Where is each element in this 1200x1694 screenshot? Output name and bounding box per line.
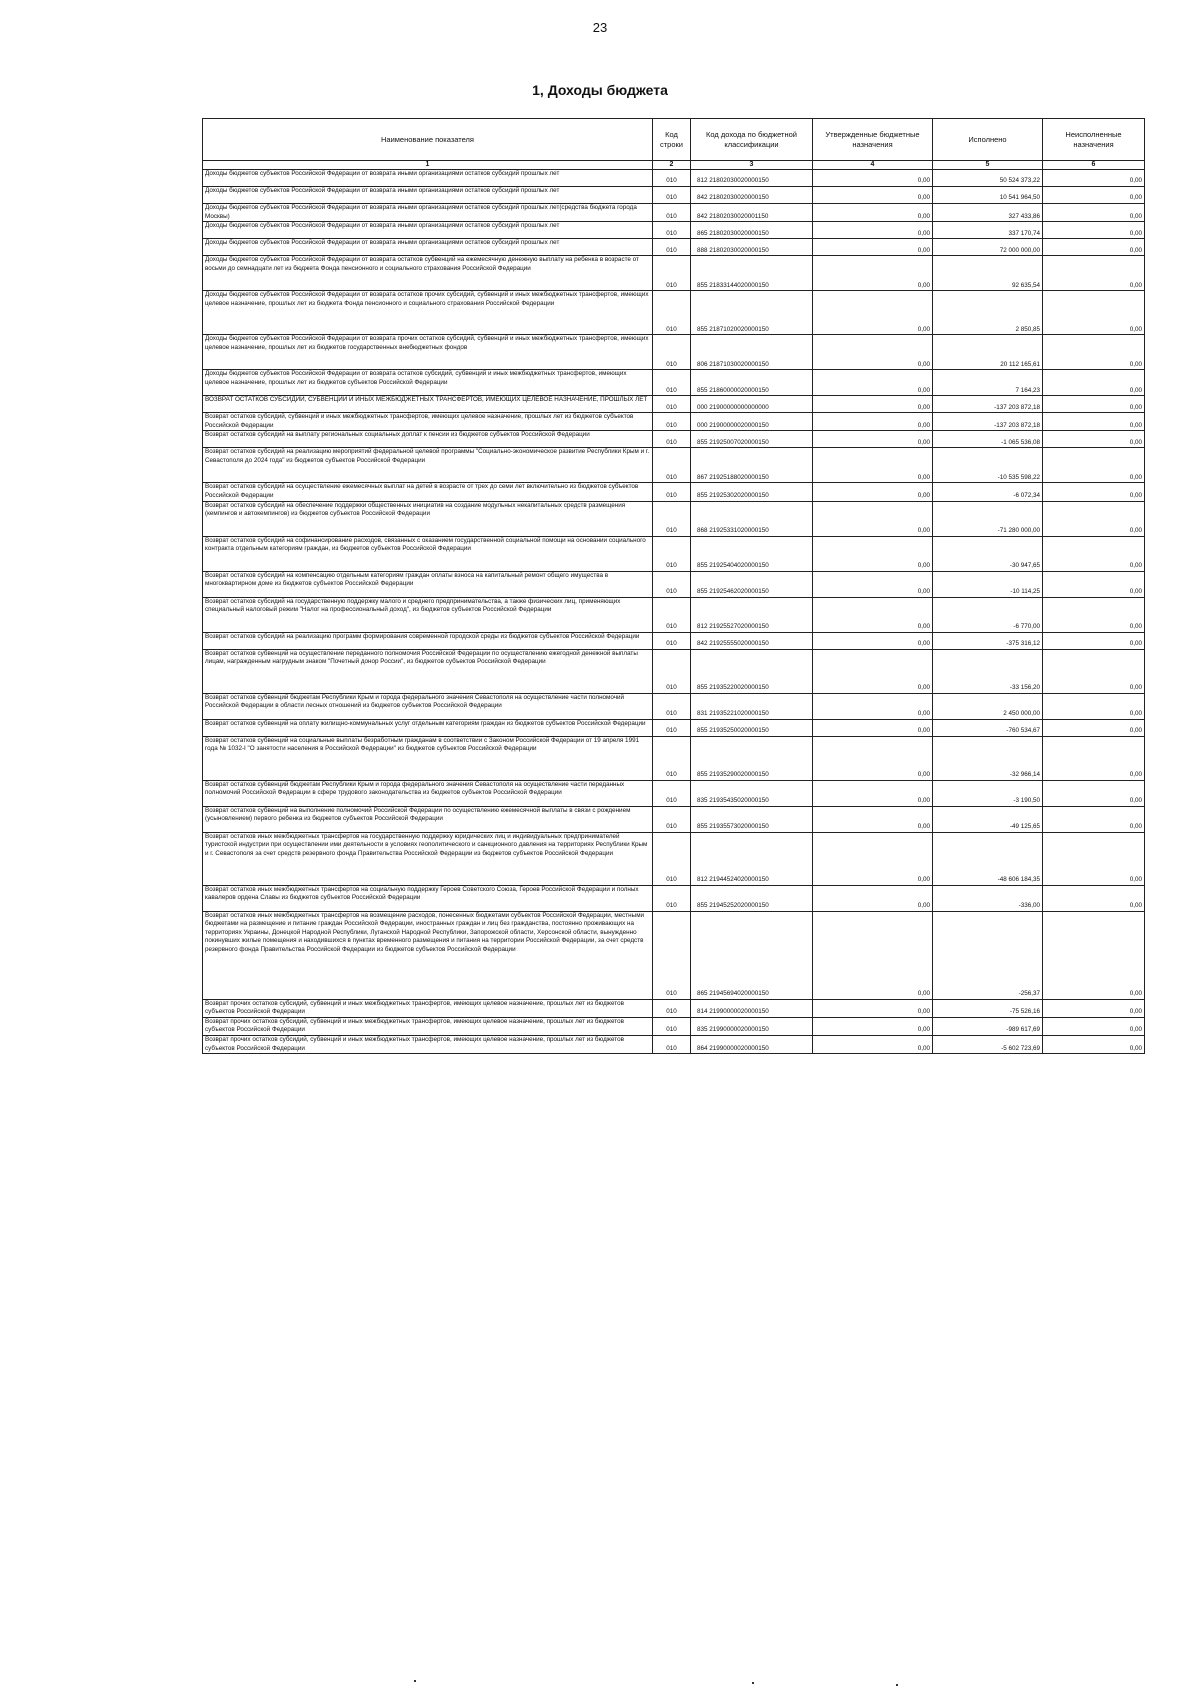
row-line-code: 010	[653, 187, 691, 204]
row-line-code: 010	[653, 719, 691, 736]
row-approved-amount: 0,00	[813, 335, 933, 370]
row-executed-amount: -71 280 000,00	[933, 501, 1043, 536]
row-executed-amount: 2 450 000,00	[933, 693, 1043, 719]
row-indicator-name: Возврат остатков субсидий на осуществление ежемесячных выплат на детей в возрасте от трех до семи лет включительно из бюджетов субъектов Российской Федерации	[203, 483, 653, 501]
header-executed: Исполнено	[933, 119, 1043, 161]
row-executed-amount: -10 535 598,22	[933, 448, 1043, 483]
row-indicator-name: Возврат остатков субсидий на реализацию мероприятий федеральной целевой программы "Социально-экономическое развитие Республики Крым и г. Севастополя до 2024 года" из бюджетов субъектов Российской Федерации	[203, 448, 653, 483]
table-row	[203, 222, 1145, 239]
row-indicator-name: Доходы бюджетов субъектов Российской Федерации от возврата остатков прочих субсидий, субвенций и иных межбюджетных трансфертов, имеющих целевое назначение, прошлых лет из бюджета Фонда пенсионного и социального страхования Российской Федерации	[203, 291, 653, 335]
row-revenue-code: 855 21925404020000150	[691, 536, 813, 571]
row-approved-amount: 0,00	[813, 649, 933, 693]
table-row	[203, 291, 1145, 335]
row-line-code: 010	[653, 222, 691, 239]
row-revenue-code: 864 21990000020000150	[691, 1035, 813, 1053]
row-approved-amount: 0,00	[813, 187, 933, 204]
table-row	[203, 256, 1145, 291]
row-indicator-name: Доходы бюджетов субъектов Российской Федерации от возврата иными организациями остатков субсидий прошлых лет(средства бюджета города Москвы)	[203, 204, 653, 222]
row-indicator-name: Возврат остатков субсидий на государственную поддержку малого и среднего предпринимательства, а также физических лиц, применяющих специальный налоговый режим "Налог на профессиональный доход", из бюджетов субъектов Российской Федерации	[203, 597, 653, 632]
row-revenue-code: 855 21833144020000150	[691, 256, 813, 291]
row-line-code: 010	[653, 571, 691, 597]
row-unexecuted-amount: 0,00	[1043, 204, 1145, 222]
row-approved-amount: 0,00	[813, 571, 933, 597]
table-row	[203, 911, 1145, 999]
row-unexecuted-amount: 0,00	[1043, 806, 1145, 832]
row-revenue-code: 855 21860000020000150	[691, 370, 813, 396]
header-line-code: Код строки	[653, 119, 691, 161]
row-revenue-code: 855 21925302020000150	[691, 483, 813, 501]
row-unexecuted-amount: 0,00	[1043, 1035, 1145, 1053]
row-revenue-code: 855 21925007020000150	[691, 431, 813, 448]
row-indicator-name: Доходы бюджетов субъектов Российской Федерации от возврата остатков субсидий, субвенций и иных межбюджетных трансфертов, имеющих целевое назначение, прошлых лет из бюджетов субъектов Российской Федерации	[203, 370, 653, 396]
row-unexecuted-amount: 0,00	[1043, 187, 1145, 204]
table-row	[203, 736, 1145, 780]
row-revenue-code: 865 21945694020000150	[691, 911, 813, 999]
row-unexecuted-amount: 0,00	[1043, 413, 1145, 431]
table-row	[203, 239, 1145, 256]
row-revenue-code: 855 21935250020000150	[691, 719, 813, 736]
row-indicator-name: Возврат остатков субвенций на социальные выплаты безработным гражданам в соответствии с Законом Российской Федерации от 19 апреля 1991 года № 1032-I "О занятости населения в Российской Федерации" из бюджетов субъектов Российской Федерации	[203, 736, 653, 780]
row-line-code: 010	[653, 501, 691, 536]
table-row	[203, 448, 1145, 483]
row-line-code: 010	[653, 649, 691, 693]
row-indicator-name: Доходы бюджетов субъектов Российской Федерации от возврата остатков субвенций на ежемесячную денежную выплату на ребенка в возрасте от восьми до семнадцати лет из бюджета Фонда пенсионного и социального страхования Российской Федерации	[203, 256, 653, 291]
row-approved-amount: 0,00	[813, 780, 933, 806]
column-number-row	[203, 161, 1145, 170]
row-approved-amount: 0,00	[813, 536, 933, 571]
row-revenue-code: 855 21945252020000150	[691, 885, 813, 911]
scan-speck	[414, 1680, 416, 1682]
row-unexecuted-amount: 0,00	[1043, 911, 1145, 999]
row-line-code: 010	[653, 1017, 691, 1035]
row-line-code: 010	[653, 911, 691, 999]
column-number: 2	[653, 161, 691, 170]
row-executed-amount: 337 170,74	[933, 222, 1043, 239]
row-approved-amount: 0,00	[813, 170, 933, 187]
row-approved-amount: 0,00	[813, 431, 933, 448]
row-unexecuted-amount: 0,00	[1043, 335, 1145, 370]
row-executed-amount: -33 156,20	[933, 649, 1043, 693]
row-unexecuted-amount: 0,00	[1043, 483, 1145, 501]
scan-speck	[896, 1684, 898, 1686]
row-unexecuted-amount: 0,00	[1043, 597, 1145, 632]
row-indicator-name: Возврат остатков субсидий, субвенций и иных межбюджетных трансфертов, имеющих целевое назначение, прошлых лет из бюджетов субъектов Российской Федерации	[203, 413, 653, 431]
column-number: 1	[203, 161, 653, 170]
row-revenue-code: 812 21925527020000150	[691, 597, 813, 632]
table-row	[203, 571, 1145, 597]
row-approved-amount: 0,00	[813, 448, 933, 483]
row-indicator-name: Доходы бюджетов субъектов Российской Федерации от возврата иными организациями остатков субсидий прошлых лет	[203, 170, 653, 187]
row-approved-amount: 0,00	[813, 832, 933, 885]
row-unexecuted-amount: 0,00	[1043, 396, 1145, 413]
row-line-code: 010	[653, 536, 691, 571]
table-row	[203, 693, 1145, 719]
row-executed-amount: 10 541 964,50	[933, 187, 1043, 204]
row-line-code: 010	[653, 780, 691, 806]
row-executed-amount: -49 125,65	[933, 806, 1043, 832]
row-executed-amount: -30 947,65	[933, 536, 1043, 571]
row-indicator-name: Возврат остатков субсидий на выплату региональных социальных доплат к пенсии из бюджетов субъектов Российской Федерации	[203, 431, 653, 448]
row-executed-amount: 7 164,23	[933, 370, 1043, 396]
row-revenue-code: 835 21990000020000150	[691, 1017, 813, 1035]
row-executed-amount: -6 770,00	[933, 597, 1043, 632]
row-executed-amount: -6 072,34	[933, 483, 1043, 501]
table-row	[203, 431, 1145, 448]
row-approved-amount: 0,00	[813, 291, 933, 335]
table-row	[203, 1017, 1145, 1035]
row-unexecuted-amount: 0,00	[1043, 780, 1145, 806]
table-row	[203, 396, 1145, 413]
row-indicator-name: Возврат прочих остатков субсидий, субвенций и иных межбюджетных трансфертов, имеющих целевое назначение, прошлых лет из бюджетов субъектов Российской Федерации	[203, 999, 653, 1017]
row-unexecuted-amount: 0,00	[1043, 536, 1145, 571]
row-executed-amount: -10 114,25	[933, 571, 1043, 597]
header-unexecuted: Неисполненные назначения	[1043, 119, 1145, 161]
row-line-code: 010	[653, 483, 691, 501]
row-approved-amount: 0,00	[813, 239, 933, 256]
row-unexecuted-amount: 0,00	[1043, 370, 1145, 396]
row-revenue-code: 855 21935290020000150	[691, 736, 813, 780]
row-approved-amount: 0,00	[813, 719, 933, 736]
row-line-code: 010	[653, 396, 691, 413]
row-line-code: 010	[653, 431, 691, 448]
table-row	[203, 780, 1145, 806]
row-unexecuted-amount: 0,00	[1043, 736, 1145, 780]
row-indicator-name: Доходы бюджетов субъектов Российской Федерации от возврата прочих остатков субсидий, субвенций и иных межбюджетных трансфертов, имеющих целевое назначение, прошлых лет из бюджетов государственных внебюджетных фондов	[203, 335, 653, 370]
row-indicator-name: ВОЗВРАТ ОСТАТКОВ СУБСИДИЙ, СУБВЕНЦИЙ И ИНЫХ МЕЖБЮДЖЕТНЫХ ТРАНСФЕРТОВ, ИМЕЮЩИХ ЦЕЛЕВОЕ НАЗНАЧЕНИЕ, ПРОШЛЫХ ЛЕТ	[203, 396, 653, 413]
table-body	[203, 170, 1145, 1054]
table-row	[203, 187, 1145, 204]
row-indicator-name: Возврат остатков субвенций на оплату жилищно-коммунальных услуг отдельным категориям граждан из бюджетов субъектов Российской Федерации	[203, 719, 653, 736]
row-executed-amount: 72 000 000,00	[933, 239, 1043, 256]
row-line-code: 010	[653, 736, 691, 780]
table-row	[203, 597, 1145, 632]
row-revenue-code: 865 21802030020000150	[691, 222, 813, 239]
row-approved-amount: 0,00	[813, 413, 933, 431]
row-indicator-name: Доходы бюджетов субъектов Российской Федерации от возврата иными организациями остатков субсидий прошлых лет	[203, 222, 653, 239]
row-executed-amount: -75 526,16	[933, 999, 1043, 1017]
row-approved-amount: 0,00	[813, 204, 933, 222]
row-indicator-name: Возврат остатков иных межбюджетных трансфертов на государственную поддержку юридических лиц и индивидуальных предпринимателей туристской индустрии при осуществлении ими деятельности в условиях геополитического и санкционного давления на территориях Республики Крым и г. Севастополя за счет средств резервного фонда Правительства Российской Федерации из бюджетов субъектов Российской Федерации	[203, 832, 653, 885]
row-revenue-code: 888 21802030020000150	[691, 239, 813, 256]
row-unexecuted-amount: 0,00	[1043, 999, 1145, 1017]
row-line-code: 010	[653, 170, 691, 187]
table-row	[203, 335, 1145, 370]
column-number: 3	[691, 161, 813, 170]
row-unexecuted-amount: 0,00	[1043, 170, 1145, 187]
row-unexecuted-amount: 0,00	[1043, 571, 1145, 597]
row-approved-amount: 0,00	[813, 999, 933, 1017]
row-unexecuted-amount: 0,00	[1043, 222, 1145, 239]
row-revenue-code: 855 21935220020000150	[691, 649, 813, 693]
table-row	[203, 719, 1145, 736]
row-line-code: 010	[653, 448, 691, 483]
row-revenue-code: 868 21925331020000150	[691, 501, 813, 536]
row-executed-amount: -256,37	[933, 911, 1043, 999]
row-approved-amount: 0,00	[813, 806, 933, 832]
header-indicator-name: Наименование показателя	[203, 119, 653, 161]
row-executed-amount: 327 433,86	[933, 204, 1043, 222]
table-row	[203, 806, 1145, 832]
row-indicator-name: Доходы бюджетов субъектов Российской Федерации от возврата иными организациями остатков субсидий прошлых лет	[203, 239, 653, 256]
row-revenue-code: 806 21871030020000150	[691, 335, 813, 370]
column-number: 6	[1043, 161, 1145, 170]
row-revenue-code: 855 21935573020000150	[691, 806, 813, 832]
row-revenue-code: 814 21990000020000150	[691, 999, 813, 1017]
row-approved-amount: 0,00	[813, 911, 933, 999]
row-approved-amount: 0,00	[813, 693, 933, 719]
table-row	[203, 649, 1145, 693]
row-revenue-code: 867 21925188020000150	[691, 448, 813, 483]
row-line-code: 010	[653, 335, 691, 370]
table-row	[203, 413, 1145, 431]
row-executed-amount: -989 617,69	[933, 1017, 1043, 1035]
row-line-code: 010	[653, 256, 691, 291]
table-row	[203, 999, 1145, 1017]
row-revenue-code: 842 21925555020000150	[691, 632, 813, 649]
row-revenue-code: 000 21900000000000000	[691, 396, 813, 413]
row-executed-amount: -5 602 723,69	[933, 1035, 1043, 1053]
row-unexecuted-amount: 0,00	[1043, 719, 1145, 736]
row-indicator-name: Возврат остатков субсидий на реализацию программ формирования современной городской среды из бюджетов субъектов Российской Федерации	[203, 632, 653, 649]
budget-revenue-table	[202, 118, 1145, 1054]
row-revenue-code: 000 21900000020000150	[691, 413, 813, 431]
row-revenue-code: 842 21802030020000150	[691, 187, 813, 204]
row-approved-amount: 0,00	[813, 501, 933, 536]
row-line-code: 010	[653, 239, 691, 256]
row-executed-amount: -48 606 184,35	[933, 832, 1043, 885]
row-approved-amount: 0,00	[813, 396, 933, 413]
row-line-code: 010	[653, 632, 691, 649]
row-unexecuted-amount: 0,00	[1043, 501, 1145, 536]
table-row	[203, 536, 1145, 571]
row-line-code: 010	[653, 204, 691, 222]
row-executed-amount: -336,00	[933, 885, 1043, 911]
row-revenue-code: 855 21871020020000150	[691, 291, 813, 335]
row-approved-amount: 0,00	[813, 222, 933, 239]
row-indicator-name: Возврат остатков субвенций бюджетам Республики Крым и города федерального значения Севастополя на осуществление части переданных полномочий Российской Федерации в сфере трудового законодательства из бюджетов субъектов Российской Федерации	[203, 780, 653, 806]
row-unexecuted-amount: 0,00	[1043, 448, 1145, 483]
row-executed-amount: -137 203 872,18	[933, 413, 1043, 431]
row-indicator-name: Возврат остатков субсидий на компенсацию отдельным категориям граждан оплаты взноса на капитальный ремонт общего имущества в многоквартирном доме из бюджетов субъектов Российской Федерации	[203, 571, 653, 597]
row-line-code: 010	[653, 1035, 691, 1053]
row-revenue-code: 842 21802030020001150	[691, 204, 813, 222]
row-line-code: 010	[653, 413, 691, 431]
document-title: 1, Доходы бюджета	[532, 82, 668, 98]
row-line-code: 010	[653, 999, 691, 1017]
row-indicator-name: Возврат прочих остатков субсидий, субвенций и иных межбюджетных трансфертов, имеющих целевое назначение, прошлых лет из бюджетов субъектов Российской Федерации	[203, 1035, 653, 1053]
row-revenue-code: 812 21802030020000150	[691, 170, 813, 187]
row-approved-amount: 0,00	[813, 1035, 933, 1053]
row-approved-amount: 0,00	[813, 632, 933, 649]
table-row	[203, 832, 1145, 885]
row-indicator-name: Возврат остатков субвенций на осуществление переданного полномочия Российской Федерации по осуществлению ежегодной денежной выплаты лицам, награжденным нагрудным знаком "Почетный донор России", из бюджетов субъектов Российской Федерации	[203, 649, 653, 693]
page-number: 23	[592, 20, 608, 35]
row-executed-amount: -3 190,50	[933, 780, 1043, 806]
row-approved-amount: 0,00	[813, 1017, 933, 1035]
row-line-code: 010	[653, 832, 691, 885]
row-approved-amount: 0,00	[813, 885, 933, 911]
row-executed-amount: -760 534,67	[933, 719, 1043, 736]
column-number: 4	[813, 161, 933, 170]
row-unexecuted-amount: 0,00	[1043, 239, 1145, 256]
row-executed-amount: -137 203 872,18	[933, 396, 1043, 413]
row-approved-amount: 0,00	[813, 483, 933, 501]
table-row	[203, 483, 1145, 501]
row-approved-amount: 0,00	[813, 256, 933, 291]
row-line-code: 010	[653, 370, 691, 396]
row-indicator-name: Возврат остатков субвенций бюджетам Республики Крым и города федерального значения Севастополя на осуществление части полномочий Российской Федерации в области лесных отношений из бюджетов субъектов Российской Федерации	[203, 693, 653, 719]
row-indicator-name: Возврат остатков субсидий на обеспечение поддержки общественных инициатив на создание модульных некапитальных средств размещения (кемпингов и автокемпингов) из бюджетов субъектов Российской Федерации	[203, 501, 653, 536]
row-indicator-name: Возврат остатков иных межбюджетных трансфертов на возмещение расходов, понесенных бюджетами субъектов Российской Федерации, местными бюджетами на размещение и питание граждан Российской Федерации, иностранных граждан и лиц без гражданства, постоянно проживающих на территориях Украины, Донецкой Народной Республики, Луганской Народной Республики, Запорожской области, Херсонской области, вынужденно покинувших жилые помещения и находившихся в пунктах временного размещения и питания на территории Российской Федерации, за счет средств резервного фонда Правительства Российской Федерации из бюджетов субъектов Российской Федерации	[203, 911, 653, 999]
row-unexecuted-amount: 0,00	[1043, 649, 1145, 693]
row-line-code: 010	[653, 693, 691, 719]
table-header-row	[203, 119, 1145, 161]
row-unexecuted-amount: 0,00	[1043, 1017, 1145, 1035]
row-executed-amount: 92 635,54	[933, 256, 1043, 291]
row-indicator-name: Доходы бюджетов субъектов Российской Федерации от возврата иными организациями остатков субсидий прошлых лет	[203, 187, 653, 204]
row-unexecuted-amount: 0,00	[1043, 632, 1145, 649]
row-unexecuted-amount: 0,00	[1043, 885, 1145, 911]
row-executed-amount: 50 524 373,22	[933, 170, 1043, 187]
header-approved: Утвержденные бюджетные назначения	[813, 119, 933, 161]
row-unexecuted-amount: 0,00	[1043, 693, 1145, 719]
row-revenue-code: 835 21935435020000150	[691, 780, 813, 806]
row-indicator-name: Возврат остатков субсидий на софинансирование расходов, связанных с оказанием государственной социальной помощи на основании социального контракта отдельным категориям граждан, из бюджетов субъектов Российской Федерации	[203, 536, 653, 571]
row-indicator-name: Возврат прочих остатков субсидий, субвенций и иных межбюджетных трансфертов, имеющих целевое назначение, прошлых лет из бюджетов субъектов Российской Федерации	[203, 1017, 653, 1035]
column-number: 5	[933, 161, 1043, 170]
row-executed-amount: -375 316,12	[933, 632, 1043, 649]
row-indicator-name: Возврат остатков иных межбюджетных трансфертов на социальную поддержку Героев Советского Союза, Героев Российской Федерации и полных кавалеров ордена Славы из бюджетов субъектов Российской Федерации	[203, 885, 653, 911]
table-row	[203, 370, 1145, 396]
row-unexecuted-amount: 0,00	[1043, 832, 1145, 885]
table-row	[203, 501, 1145, 536]
row-revenue-code: 855 21925462020000150	[691, 571, 813, 597]
row-revenue-code: 812 21944524020000150	[691, 832, 813, 885]
row-executed-amount: -32 966,14	[933, 736, 1043, 780]
row-line-code: 010	[653, 885, 691, 911]
row-approved-amount: 0,00	[813, 370, 933, 396]
row-approved-amount: 0,00	[813, 736, 933, 780]
row-line-code: 010	[653, 597, 691, 632]
header-revenue-code: Код дохода по бюджетной классификации	[691, 119, 813, 161]
row-executed-amount: 20 112 165,61	[933, 335, 1043, 370]
row-revenue-code: 831 21935221020000150	[691, 693, 813, 719]
row-approved-amount: 0,00	[813, 597, 933, 632]
table-row	[203, 632, 1145, 649]
row-unexecuted-amount: 0,00	[1043, 431, 1145, 448]
row-unexecuted-amount: 0,00	[1043, 256, 1145, 291]
table-row	[203, 1035, 1145, 1053]
table-row	[203, 885, 1145, 911]
table-row	[203, 170, 1145, 187]
row-executed-amount: 2 850,85	[933, 291, 1043, 335]
row-line-code: 010	[653, 806, 691, 832]
table-row	[203, 204, 1145, 222]
row-line-code: 010	[653, 291, 691, 335]
row-executed-amount: -1 065 536,08	[933, 431, 1043, 448]
scan-speck	[752, 1682, 754, 1684]
row-indicator-name: Возврат остатков субвенций на выполнение полномочий Российской Федерации по осуществлению ежемесячной выплаты в связи с рождением (усыновлением) первого ребенка из бюджетов субъектов Российской Федерации	[203, 806, 653, 832]
row-unexecuted-amount: 0,00	[1043, 291, 1145, 335]
